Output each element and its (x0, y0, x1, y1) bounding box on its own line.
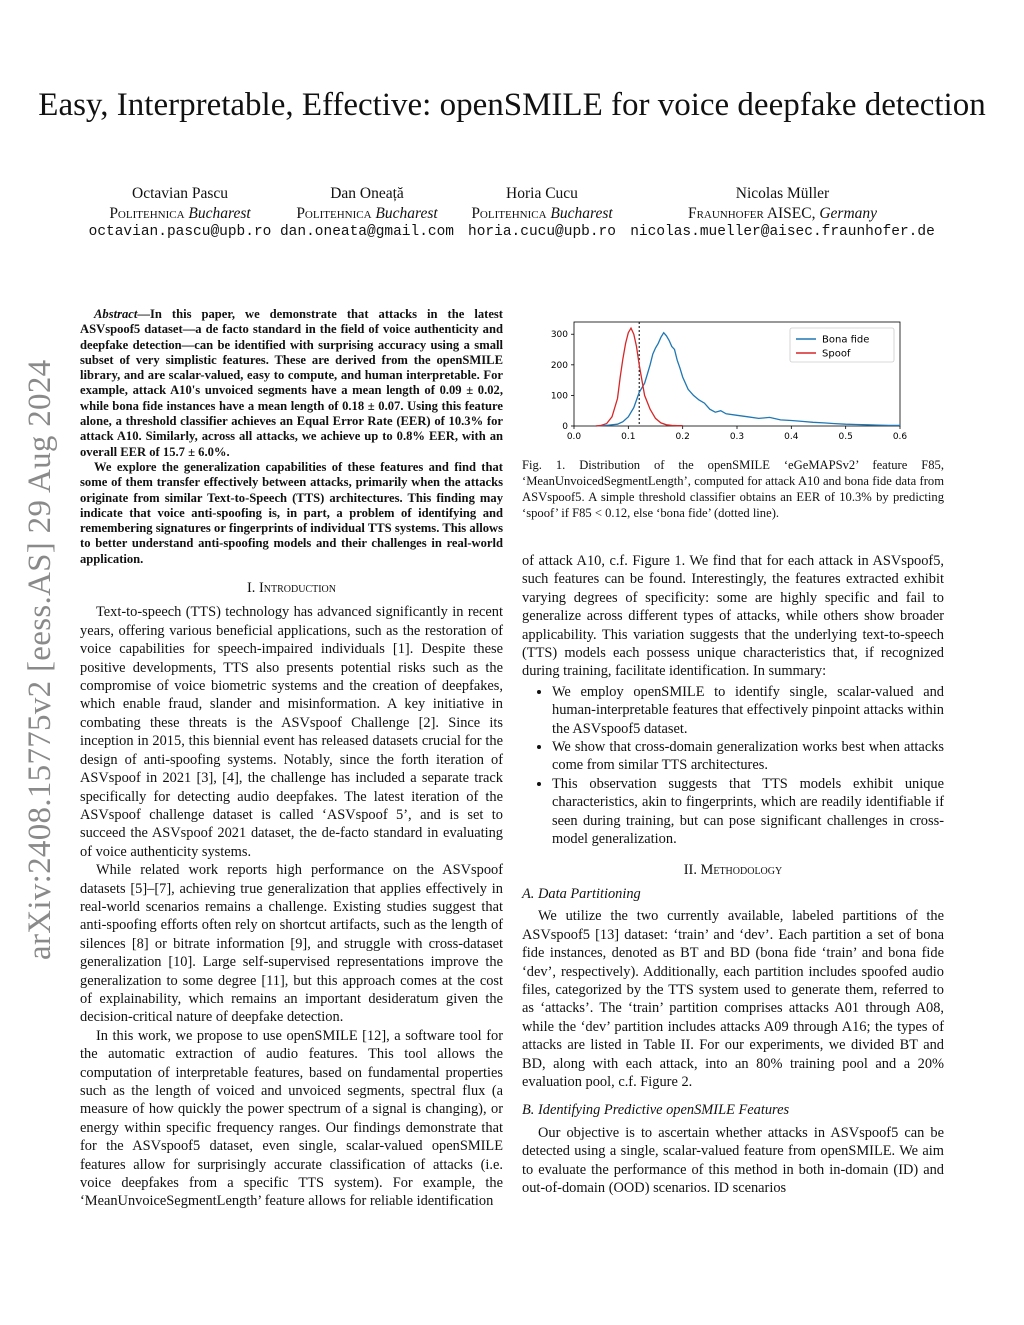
author-affiliation: Fraunhofer AISEC, Germany (687, 204, 878, 222)
contribution-list (522, 683, 944, 849)
list-item: • We show that cross-domain generalization works best when attacks come from similar TTS architectures. (552, 738, 944, 775)
body-paragraph: Text-to-speech (TTS) technology has advanced significantly in recent years, offering various beneficial applications, such as the restoration of voice capabilities for speech-impaired individuals [1]. Despite these positive developments, TTS also presents potential risks such as the compromise of voice biometric systems and the creation of deepfakes, which enable fraud, slander and misinformation. A key initiative in combating these threats is the ASVspoof Challenge [2]. Since its inception in 2015, this biennial event has released datasets crucial for the design of anti-spoofing systems. Notably, since the forth iteration of ASVspoof in 2021 [3], [4], the challenge has included a separate track specifically for detecting audio deepfakes. The latest iteration of the ASVspoof challenge dataset is called ‘ASVspoof 5’, and is set to succeed the ASVspoof 2021 dataset, the de-facto standard in evaluating of voice authenticity systems. (80, 604, 503, 860)
body-paragraph: In this work, we propose to use openSMILE [12], a software tool for the automatic extraction of audio features. This tool allows the computation of interpretable features, based on fundamental properties such as the length of voiced and unvoiced segments, spectral flux (a measure of how quickly the power spectrum of a signal is changing), or energy within specific frequency ranges. Our findings demonstrate that for the ASVspoof5 dataset, even single, scalar-valued openSMILE features allow for surprisingly accurate classification of attacks (i.e. voice deepfakes from a specific TTS system). For example, the ‘MeanUnvoiceSegmentLength’ feature allows for reliable identification (80, 1027, 503, 1210)
arxiv-identifier: arXiv:2408.15775v2 [eess.AS] 29 Aug 2024 (22, 359, 58, 960)
author-block (272, 184, 462, 243)
x-tick-label: 0.0 (566, 432, 582, 442)
y-tick-label: 300 (550, 330, 568, 341)
legend-label: Bona fide (822, 334, 870, 346)
right-column (522, 552, 944, 1197)
x-tick-label: 0.5 (838, 432, 853, 442)
author-email[interactable]: nicolas.mueller@aisec.fraunhofer.de (630, 224, 935, 240)
author-block (620, 184, 945, 243)
author-name: Octavian Pascu (132, 185, 228, 202)
subsection-heading: B. Identifying Predictive openSMILE Features (522, 1102, 790, 1119)
author-block (452, 184, 632, 243)
y-tick-label: 200 (550, 360, 568, 371)
author-email[interactable]: octavian.pascu@upb.ro (88, 224, 272, 240)
subsection-heading: A. Data Partitioning (522, 885, 641, 902)
paper-title: Easy, Interpretable, Effective: openSMILE for voice deepfake detection (38, 87, 986, 123)
abstract-paragraph: Abstract—In this paper, we demonstrate that attacks in the latest ASVspoof5 dataset—a de facto standard in the field of voice authenticity and deepfake detection—can be identified with surprising accuracy using a small subset of very simplistic features. These are derived from the openSMILE library, and are scalar-valued, easy to compute, and human interpretable. For example, attack A10's unvoiced segments have a mean length of 0.09 ± 0.02, while bona fide instances have a mean length of 0.18 ± 0.07. Using this feature alone, a threshold classifier achieves an Equal Error Rate (EER) of 10.3% for attack A10. Similarly, across all attacks, we achieve up to 0.8% EER, with an overall EER of 15.7 ± 6.0%. (80, 307, 503, 459)
section-heading: I. Introduction (247, 580, 336, 597)
left-column (80, 307, 503, 1211)
author-email[interactable]: horia.cucu@upb.ro (468, 224, 616, 240)
author-email[interactable]: dan.oneata@gmail.com (279, 224, 455, 240)
body-paragraph: We utilize the two currently available, labeled partitions of the ASVspoof5 [13] dataset: ‘train’ and ‘dev’. Each partition a set of bona fide instances, denoted as BT and BD (bona fide ‘train’ and bona fide ‘dev’, respectively). Additionally, each partition includes spoofed audio files, categorized by the TTS system used to generate them, referred to as ‘attacks’. The ‘train’ partition comprises attacks A01 through A08, while the ‘dev’ partition includes attacks A09 through A16; the types of attacks are listed in Table II. For our experiments, we divided BT and BD, along with each attack, into an 80% training pool and a 20% evaluation pool, c.f. Figure 2. (522, 908, 944, 1090)
author-affiliation: Politehnica Bucharest (471, 204, 613, 222)
author-name: Nicolas Müller (735, 185, 830, 202)
abstract-paragraph: We explore the generalization capabilities of these features and find that some of them transfer effectively between attacks, primarily when the attacks originate from similar Text-to-Speech (TTS) architectures. This finding may indicate that voice anti-spoofing is, in part, a problem of identifying and remembering signatures or fingerprints of individual TTS systems. This allows to better understand anti-spoofing models and their challenges in real-world application. (80, 459, 503, 566)
author-block (85, 184, 275, 243)
x-tick-label: 0.1 (621, 432, 636, 442)
y-tick-label: 100 (550, 391, 568, 402)
x-tick-label: 0.4 (784, 432, 799, 442)
author-name: Horia Cucu (506, 185, 578, 202)
list-item: • We employ openSMILE to identify single, scalar-valued and human-interpretable features that effectively pinpoint attacks within the ASVspoof5 dataset. (552, 683, 944, 738)
author-affiliation: Politehnica Bucharest (109, 204, 251, 222)
x-tick-label: 0.3 (729, 432, 745, 442)
legend-label: Spoof (822, 348, 851, 360)
abstract (80, 307, 503, 567)
author-affiliation: Politehnica Bucharest (296, 204, 438, 222)
figure-1-caption: Fig. 1. Distribution of the openSMILE ‘eGeMAPSv2’ feature F85, ‘MeanUnvoicedSegmentLength’, computed for attack A10 and bona fide data from ASVspoof5. A simple threshold classifier obtains an EER of 10.3% by predicting ‘spoof’ if F85 < 0.12, else ‘bona fide’ (dotted line). (522, 458, 944, 520)
x-tick-label: 0.2 (675, 432, 690, 442)
y-tick-label: 0 (562, 422, 568, 432)
x-tick-label: 0.6 (892, 432, 908, 442)
section-heading: II. Methodology (683, 861, 783, 878)
body-paragraph: of attack A10, c.f. Figure 1. We find that for each attack in ASVspoof5, such features can be found. Interestingly, the features extracted exhibit varying degrees of specificity: some are highly specific and fail to generalize across different types of attacks, while others show broader applicability. This variation suggests that the underlying text-to-speech (TTS) models each possess unique characteristics that, if recognized during training, facilitate identification. In summary: (522, 553, 944, 680)
list-item: • This observation suggests that TTS models exhibit unique characteristics, akin to fingerprints, which are readily identifiable if seen during training, but can pose significant challenges in cross-model generalization. (552, 775, 944, 849)
figure-1-chart (522, 318, 922, 448)
body-paragraph: While related work reports high performance on the ASVspoof datasets [5]–[7], achieving true generalization that applies effectively in real-world scenarios remains a challenge. Existing studies suggest that anti-spoofing efforts often rely on shortcut artifacts, such as the length of silences [8] or bitrate information [9], and struggle with cross-dataset generalization [10]. Large self-supervised representations improve the generalization to some degree [11], but this approach comes at the cost of explainability, which remains an important desideratum given the decision-critical nature of deepfake detection. (80, 862, 503, 1026)
body-paragraph: Our objective is to ascertain whether attacks in ASVspoof5 can be detected using a single, scalar-valued feature from openSMILE. We aim to evaluate the performance of this method in both in-domain (ID) and out-of-domain (OOD) scenarios. ID scenarios (522, 1124, 944, 1196)
author-name: Dan Oneață (330, 185, 404, 202)
